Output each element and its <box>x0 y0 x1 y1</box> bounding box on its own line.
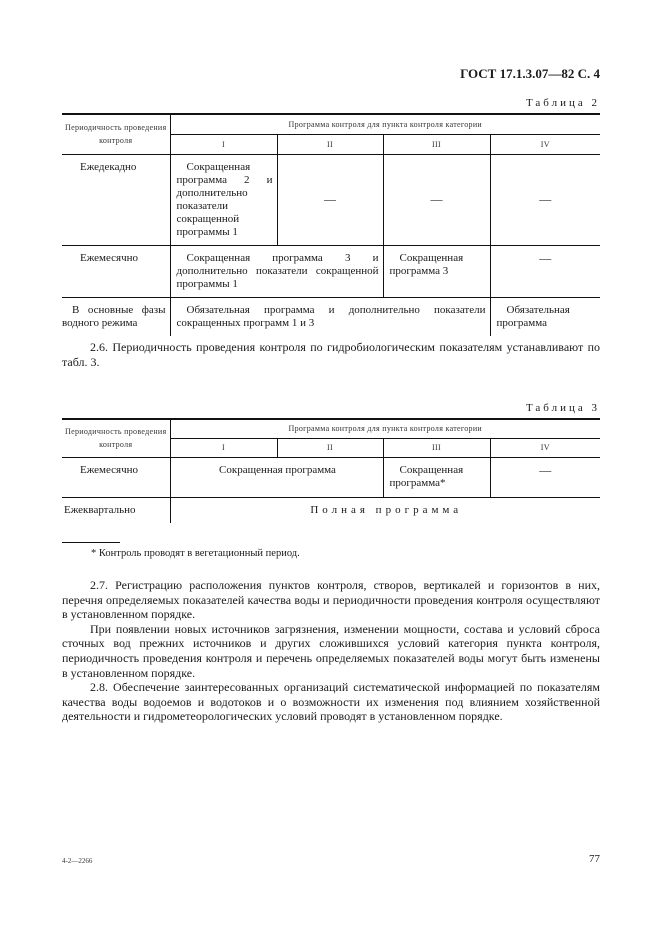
table-2-cat-header: II <box>277 134 383 154</box>
program-cell: Сокращенная программа* <box>383 457 490 497</box>
table-2-cat-header: IV <box>490 134 600 154</box>
table-3-cat-header: IV <box>490 438 600 457</box>
program-cell: Сокращенная программа 2 и дополнительно показатели сокращенной программы 1 <box>170 154 277 245</box>
program-cell: — <box>277 154 383 245</box>
program-cell: Обязательная программа <box>490 297 600 336</box>
print-code: 4-2—2266 <box>62 857 93 865</box>
program-cell: — <box>490 154 600 245</box>
period-cell: Ежемесячно <box>62 245 170 297</box>
table-2-cat-header: I <box>170 134 277 154</box>
paragraph-2-7: 2.7. Регистрацию расположения пунктов контроля, створов, вертикалей и горизонтов в них, перечня определяемых показателей качества воды и периодичности проведения контроля осуществляют в установленном порядке. <box>62 578 600 622</box>
table-3 <box>62 418 600 523</box>
table-3-cat-header: I <box>170 438 277 457</box>
program-cell: Сокращенная программа 3 <box>383 245 490 297</box>
paragraph-2-8: 2.8. Обеспечение заинтересованных организаций систематической информацией по показателям качества воды водоемов и водотоков и о возможности их изменения под влиянием хозяйственной деятельности и гидрометеорологических условий проводят в установленном порядке. <box>62 680 600 724</box>
table-2-period-header: Периодичность проведения контроля <box>62 114 170 154</box>
period-cell: Ежедекадно <box>62 154 170 245</box>
page-number: 77 <box>589 853 600 865</box>
table-3-period-header: Периодичность проведения контроля <box>62 419 170 457</box>
program-cell: — <box>383 154 490 245</box>
period-cell: В основные фазы водного режима <box>62 303 166 329</box>
program-cell: Полная программа <box>170 497 600 523</box>
period-cell: Ежемесячно <box>62 457 170 497</box>
paragraph-changes: При появлении новых источников загрязнения, изменении мощности, состава и условий сброса сточных вод прежних источников и других сложившихся условий категория пункта контроля, периодичность проведения контроля и перечень определяемых показателей воды могут быть изменены в установленном порядке. <box>62 621 600 680</box>
program-cell: — <box>490 245 600 297</box>
table-row <box>62 245 600 297</box>
table-2-group-header: Программа контроля для пункта контроля категории <box>170 114 600 134</box>
table-row <box>62 497 600 523</box>
table-3-caption: Таблица 3 <box>525 402 600 414</box>
table-3-group-header: Программа контроля для пункта контроля категории <box>170 419 600 438</box>
document-header: ГОСТ 17.1.3.07—82 С. 4 <box>460 66 600 81</box>
paragraph-2-6 <box>62 340 600 369</box>
table-row <box>62 297 600 336</box>
program-cell: — <box>490 457 600 497</box>
footnote: * Контроль проводят в вегетационный период. <box>91 548 300 559</box>
table-row <box>62 457 600 497</box>
program-cell: Обязательная программа и дополнительно показатели сокращенных программ 1 и 3 <box>170 297 490 336</box>
table-3-cat-header: III <box>383 438 490 457</box>
table-row <box>62 154 600 245</box>
paragraph-text: 2.6. Периодичность проведения контроля по гидробиологическим показателям устанавливают по табл. 3. <box>62 340 600 369</box>
period-cell: Ежеквартально <box>64 503 136 516</box>
table-2-caption: Таблица 2 <box>525 97 600 109</box>
table-2-cat-header: III <box>383 134 490 154</box>
program-cell: Сокращенная программа <box>170 457 383 497</box>
table-3-cat-header: II <box>277 438 383 457</box>
body-paragraphs <box>62 578 600 724</box>
footnote-divider <box>62 542 120 543</box>
program-cell: Сокращенная программа 3 и дополнительно показатели сокращенной программы 1 <box>170 245 383 297</box>
table-2 <box>62 113 600 336</box>
